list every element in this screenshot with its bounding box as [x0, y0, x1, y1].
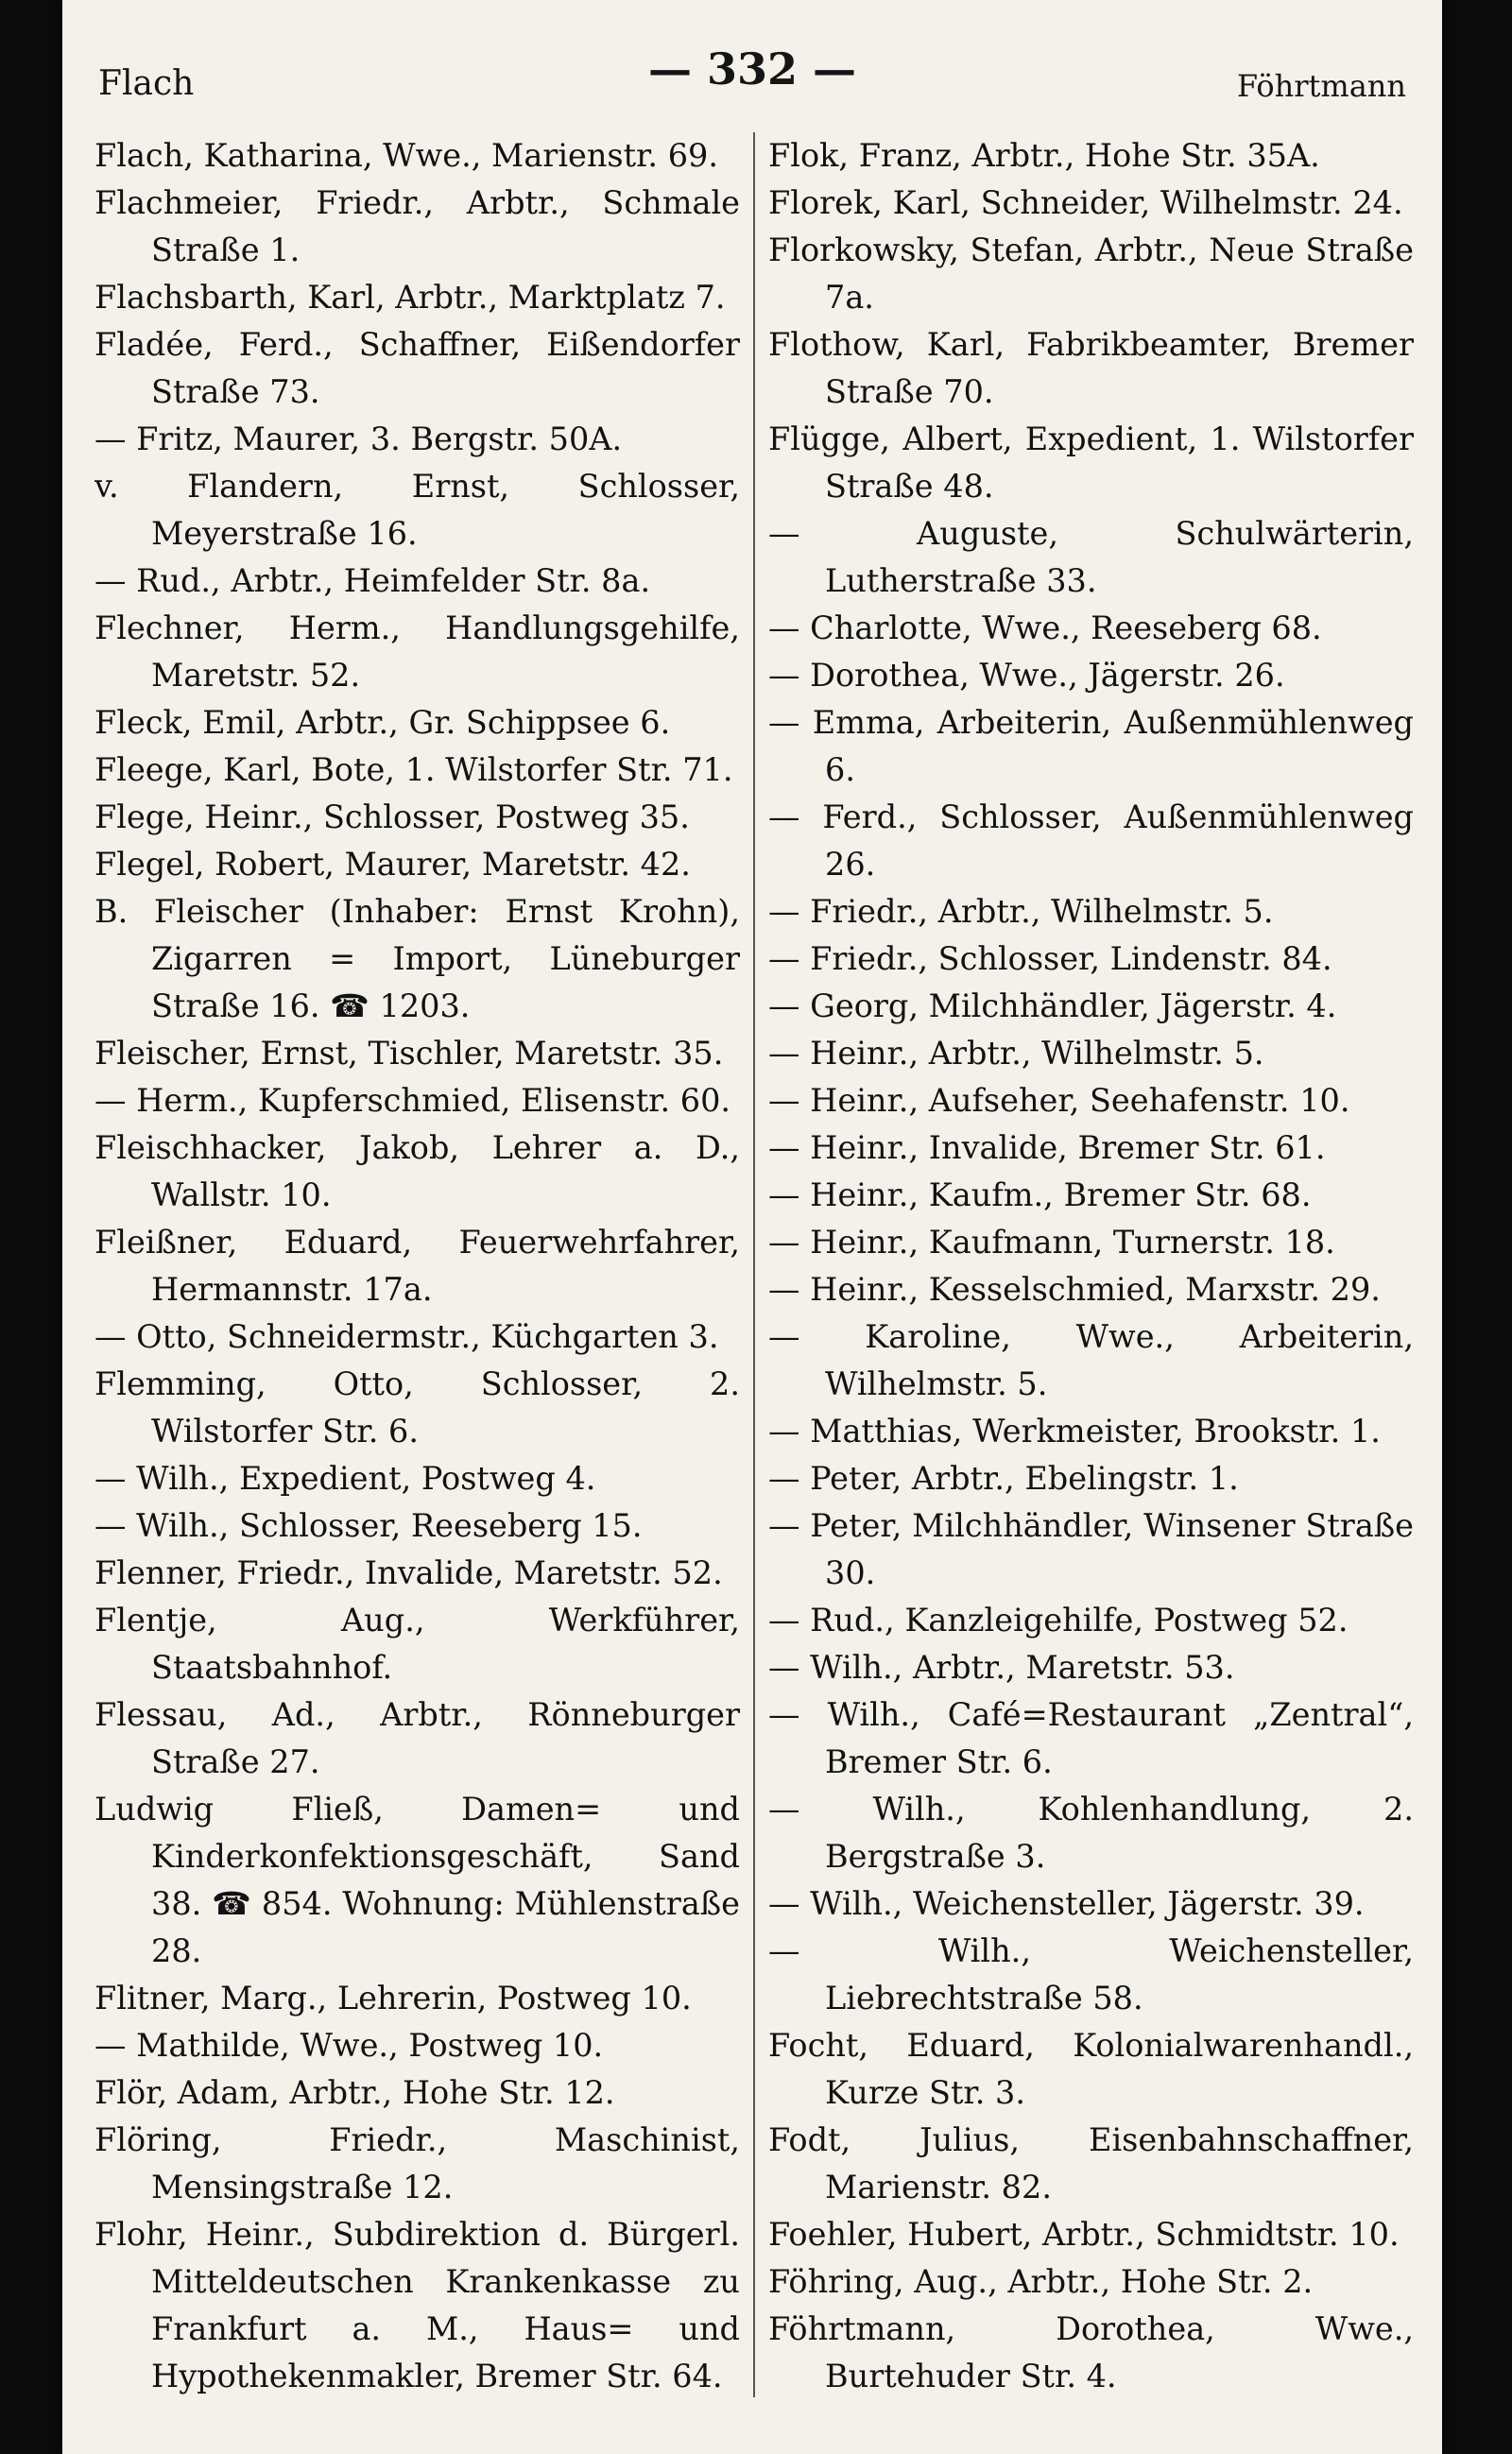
- directory-entry: — Heinr., Arbtr., Wilhelmstr. 5.: [768, 1035, 1264, 1072]
- directory-entry: — Georg, Milchhändler, Jägerstr. 4.: [768, 987, 1337, 1024]
- directory-entry: — Heinr., Kaufm., Bremer Str. 68.: [768, 1176, 1312, 1213]
- directory-entry: — Rud., Arbtr., Heimfelder Str. 8a.: [94, 562, 651, 599]
- directory-entry: Föhrtmann, Dorothea, Wwe., Burtehuder Str. 4.: [768, 2310, 1414, 2394]
- directory-entry: — Fritz, Maurer, 3. Bergstr. 50A.: [94, 420, 623, 457]
- directory-entry: — Wilh., Weichensteller, Jägerstr. 39.: [768, 1885, 1365, 1922]
- directory-entry: Flöring, Friedr., Maschinist, Mensingstraße 12.: [94, 2121, 740, 2205]
- directory-entry: Fleischhacker, Jakob, Lehrer a. D., Wallstr. 10.: [94, 1129, 740, 1213]
- running-head: [98, 43, 1406, 110]
- directory-entry: Flohr, Heinr., Subdirektion d. Bürgerl. Mitteldeutschen Krankenkasse zu Frankfurt a. M., Haus= und Hypothekenmakler, Bremer Str. 64.: [94, 2216, 740, 2394]
- directory-entry: — Otto, Schneidermstr., Küchgarten 3.: [94, 1318, 719, 1355]
- left-column: [94, 132, 753, 2397]
- directory-entry: Flessau, Ad., Arbtr., Rönneburger Straße 27.: [94, 1696, 740, 1780]
- directory-entry: — Friedr., Arbtr., Wilhelmstr. 5.: [768, 893, 1274, 930]
- directory-entry: — Karoline, Wwe., Arbeiterin, Wilhelmstr. 5.: [768, 1318, 1414, 1402]
- directory-entry: Föhring, Aug., Arbtr., Hohe Str. 2.: [768, 2263, 1314, 2300]
- directory-entry: B. Fleischer (Inhaber: Ernst Krohn), Zigarren = Import, Lüneburger Straße 16. ☎ 1203.: [94, 893, 740, 1024]
- directory-entry: Fleck, Emil, Arbtr., Gr. Schippsee 6.: [94, 704, 671, 741]
- directory-entry: — Peter, Arbtr., Ebelingstr. 1.: [768, 1460, 1239, 1497]
- directory-entry: Flok, Franz, Arbtr., Hohe Str. 35A.: [768, 137, 1320, 174]
- directory-entry: Fladée, Ferd., Schaffner, Eißendorfer Straße 73.: [94, 326, 740, 410]
- directory-entry: — Wilh., Schlosser, Reeseberg 15.: [94, 1507, 643, 1544]
- header-first-entry: Flach: [98, 64, 195, 103]
- directory-entry: — Wilh., Kohlenhandlung, 2. Bergstraße 3.: [768, 1791, 1414, 1875]
- directory-entry: Fleischer, Ernst, Tischler, Maretstr. 35.: [94, 1035, 724, 1072]
- directory-entry: Flachmeier, Friedr., Arbtr., Schmale Straße 1.: [94, 184, 740, 268]
- directory-entry: — Mathilde, Wwe., Postweg 10.: [94, 2027, 604, 2064]
- directory-entry: Fodt, Julius, Eisenbahnschaffner, Marienstr. 82.: [768, 2121, 1414, 2205]
- right-column: [753, 132, 1414, 2397]
- directory-entry: — Matthias, Werkmeister, Brookstr. 1.: [768, 1413, 1381, 1450]
- directory-entry: Flör, Adam, Arbtr., Hohe Str. 12.: [94, 2074, 615, 2111]
- directory-entry: Flege, Heinr., Schlosser, Postweg 35.: [94, 798, 690, 835]
- directory-entry: v. Flandern, Ernst, Schlosser, Meyerstraße 16.: [94, 468, 740, 552]
- directory-entry: — Heinr., Invalide, Bremer Str. 61.: [768, 1129, 1326, 1166]
- directory-entry: — Heinr., Kaufmann, Turnerstr. 18.: [768, 1224, 1335, 1261]
- directory-entry: Flachsbarth, Karl, Arbtr., Marktplatz 7.: [94, 279, 726, 316]
- directory-entry: Focht, Eduard, Kolonialwarenhandl., Kurze Str. 3.: [768, 2027, 1414, 2111]
- directory-entry: Fleege, Karl, Bote, 1. Wilstorfer Str. 71.: [94, 751, 733, 788]
- directory-entry: Flemming, Otto, Schlosser, 2. Wilstorfer Str. 6.: [94, 1365, 740, 1450]
- directory-entry: — Dorothea, Wwe., Jägerstr. 26.: [768, 657, 1285, 694]
- directory-entry: — Wilh., Café=Restaurant „Zentral“, Bremer Str. 6.: [768, 1696, 1414, 1780]
- directory-entry: — Ferd., Schlosser, Außenmühlenweg 26.: [768, 798, 1414, 883]
- directory-entry: Flach, Katharina, Wwe., Marienstr. 69.: [94, 137, 718, 174]
- directory-entry: Foehler, Hubert, Arbtr., Schmidtstr. 10.: [768, 2216, 1400, 2253]
- directory-entry: — Rud., Kanzleigehilfe, Postweg 52.: [768, 1602, 1349, 1639]
- directory-entry: — Emma, Arbeiterin, Außenmühlenweg 6.: [768, 704, 1414, 788]
- directory-entry: Ludwig Fließ, Damen= und Kinderkonfektionsgeschäft, Sand 38. ☎ 854. Wohnung: Mühlenstraße 28.: [94, 1791, 740, 1969]
- directory-entry: Florek, Karl, Schneider, Wilhelmstr. 24.: [768, 184, 1403, 221]
- directory-entry: Flegel, Robert, Maurer, Maretstr. 42.: [94, 846, 691, 883]
- directory-entry: Fleißner, Eduard, Feuerwehrfahrer, Hermannstr. 17a.: [94, 1224, 740, 1308]
- directory-entry: — Herm., Kupferschmied, Elisenstr. 60.: [94, 1082, 731, 1119]
- directory-entry: Flügge, Albert, Expedient, 1. Wilstorfer Straße 48.: [768, 420, 1414, 505]
- directory-entry: Florkowsky, Stefan, Arbtr., Neue Straße 7a.: [768, 232, 1414, 316]
- directory-page: [62, 0, 1442, 2454]
- directory-entry: Flothow, Karl, Fabrikbeamter, Bremer Straße 70.: [768, 326, 1414, 410]
- directory-entry: — Wilh., Arbtr., Maretstr. 53.: [768, 1649, 1235, 1686]
- directory-entry: — Wilh., Weichensteller, Liebrechtstraße 58.: [768, 1932, 1414, 2016]
- directory-entry: — Wilh., Expedient, Postweg 4.: [94, 1460, 596, 1497]
- directory-entry: Flentje, Aug., Werkführer, Staatsbahnhof.: [94, 1602, 740, 1686]
- directory-entry: — Heinr., Kesselschmied, Marxstr. 29.: [768, 1271, 1381, 1308]
- directory-entry: — Auguste, Schulwärterin, Lutherstraße 33.: [768, 515, 1414, 599]
- directory-columns: [94, 132, 1414, 2397]
- directory-entry: Flenner, Friedr., Invalide, Maretstr. 52.: [94, 1554, 723, 1591]
- header-last-entry: Föhrtmann: [1236, 68, 1406, 104]
- directory-entry: — Heinr., Aufseher, Seehafenstr. 10.: [768, 1082, 1350, 1119]
- page-number: — 332 —: [647, 43, 857, 94]
- directory-entry: Flechner, Herm., Handlungsgehilfe, Maretstr. 52.: [94, 609, 740, 694]
- directory-entry: Flitner, Marg., Lehrerin, Postweg 10.: [94, 1980, 692, 2016]
- directory-entry: — Friedr., Schlosser, Lindenstr. 84.: [768, 940, 1332, 977]
- directory-entry: — Peter, Milchhändler, Winsener Straße 30.: [768, 1507, 1414, 1591]
- directory-entry: — Charlotte, Wwe., Reeseberg 68.: [768, 609, 1322, 646]
